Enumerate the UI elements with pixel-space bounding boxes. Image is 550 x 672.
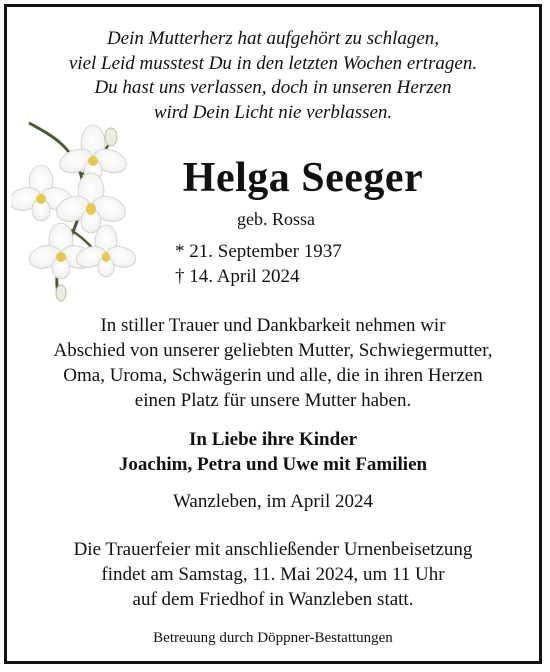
message-line: In stiller Trauer und Dankbarkeit nehmen wir [100,315,446,336]
message-line: einen Platz für unsere Mutter haben. [134,390,412,411]
orchid-image [11,115,141,305]
message-line: Oma, Uroma, Schwägerin und alle, die in ihren Herzen [63,365,483,386]
deceased-name: Helga Seeger [182,155,424,201]
mourners-line: Joachim, Petra und Uwe mit Familien [118,454,428,475]
ceremony-line: auf dem Friedhof in Wanzleben statt. [132,589,414,610]
ceremony-line: findet am Samstag, 11. Mai 2024, um 11 Uhr [101,564,445,585]
obituary-notice [4,4,542,664]
death-date: † 14. April 2024 [175,266,300,287]
poem-line: viel Leid musstest Du in den letzten Wochen ertragen. [68,52,478,74]
birth-name: geb. Rossa [237,209,315,229]
poem-line: Dein Mutterherz hat aufgehört zu schlagen, [106,28,440,49]
poem-line: wird Dein Licht nie verblassen. [153,101,393,123]
farewell-message [7,313,539,413]
place-date: Wanzleben, im April 2024 [172,491,374,512]
mourners [7,427,539,477]
memorial-poem [7,27,539,125]
ceremony-info [7,537,539,612]
message-line: Abschied von unserer geliebten Mutter, Schwiegermutter, [53,340,493,361]
ceremony-line: Die Trauerfeier mit anschließender Urnenbeisetzung [73,539,473,560]
poem-line: Du hast uns verlassen, doch in unseren Herzen [94,77,452,98]
funeral-home-footer: Betreuung durch Döppner-Bestattungen [153,630,393,646]
birth-date: * 21. September 1937 [175,241,342,262]
mourners-line: In Liebe ihre Kinder [188,429,358,450]
life-dates [175,239,342,289]
